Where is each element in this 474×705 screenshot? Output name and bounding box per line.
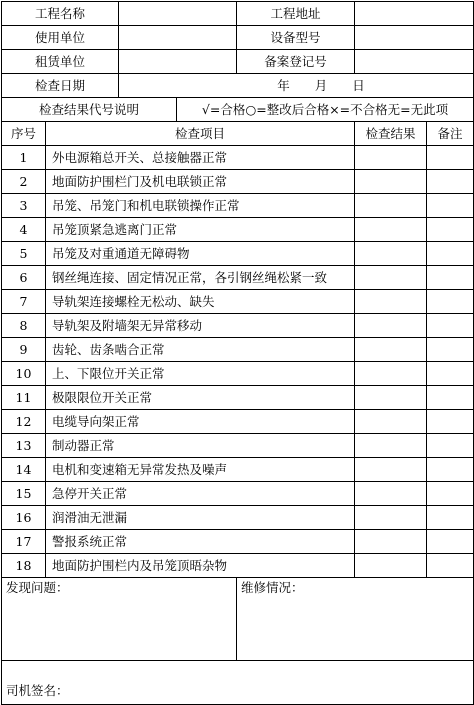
project-address-value[interactable] <box>355 2 474 26</box>
item-result-cell[interactable] <box>355 218 427 242</box>
form-footer-section <box>2 578 474 705</box>
column-header-item: 检查项目 <box>46 122 355 146</box>
item-number: 13 <box>2 434 46 458</box>
item-description: 地面防护围栏内及吊笼顶晤杂物 <box>46 554 355 578</box>
problems-found-box[interactable] <box>2 578 237 661</box>
item-description: 吊笼及对重通道无障碍物 <box>46 242 355 266</box>
inspection-items <box>2 146 474 578</box>
result-code-legend: √=合格○=整改后合格×=不合格无=无此项 <box>177 98 474 122</box>
item-description: 电机和变速箱无异常发热及噪声 <box>46 458 355 482</box>
inspection-item-row <box>2 554 474 578</box>
item-remark-cell[interactable] <box>427 290 474 314</box>
item-result-cell[interactable] <box>355 362 427 386</box>
inspection-item-row <box>2 170 474 194</box>
equipment-model-value[interactable] <box>355 26 474 50</box>
inspection-item-row <box>2 218 474 242</box>
inspection-item-row <box>2 458 474 482</box>
item-description: 急停开关正常 <box>46 482 355 506</box>
item-remark-cell[interactable] <box>427 410 474 434</box>
item-number: 4 <box>2 218 46 242</box>
item-description: 极限限位开关正常 <box>46 386 355 410</box>
item-remark-cell[interactable] <box>427 314 474 338</box>
user-unit-label: 使用单位 <box>2 26 119 50</box>
item-number: 14 <box>2 458 46 482</box>
item-description: 钢丝绳连接、固定情况正常，各引钢丝绳松紧一致 <box>46 266 355 290</box>
item-result-cell[interactable] <box>355 242 427 266</box>
item-remark-cell[interactable] <box>427 530 474 554</box>
item-result-cell[interactable] <box>355 506 427 530</box>
column-header-row <box>2 122 474 146</box>
item-number: 6 <box>2 266 46 290</box>
project-name-value[interactable] <box>119 2 237 26</box>
item-remark-cell[interactable] <box>427 506 474 530</box>
inspection-item-row <box>2 506 474 530</box>
item-result-cell[interactable] <box>355 146 427 170</box>
item-remark-cell[interactable] <box>427 386 474 410</box>
inspection-item-row <box>2 194 474 218</box>
item-result-cell[interactable] <box>355 434 427 458</box>
repair-status-label: 维修情况： <box>241 580 304 595</box>
inspection-item-row <box>2 386 474 410</box>
item-description: 导轨架及附墙架无异常移动 <box>46 314 355 338</box>
item-remark-cell[interactable] <box>427 362 474 386</box>
item-description: 制动器正常 <box>46 434 355 458</box>
item-remark-cell[interactable] <box>427 266 474 290</box>
item-result-cell[interactable] <box>355 314 427 338</box>
item-description: 外电源箱总开关、总接触器正常 <box>46 146 355 170</box>
item-number: 9 <box>2 338 46 362</box>
item-remark-cell[interactable] <box>427 242 474 266</box>
item-remark-cell[interactable] <box>427 458 474 482</box>
item-remark-cell[interactable] <box>427 434 474 458</box>
inspection-item-row <box>2 314 474 338</box>
item-result-cell[interactable] <box>355 554 427 578</box>
item-remark-cell[interactable] <box>427 554 474 578</box>
item-number: 2 <box>2 170 46 194</box>
item-remark-cell[interactable] <box>427 218 474 242</box>
inspection-form-table <box>1 1 474 705</box>
item-number: 7 <box>2 290 46 314</box>
item-remark-cell[interactable] <box>427 194 474 218</box>
column-header-remark: 备注 <box>427 122 474 146</box>
item-description: 地面防护围栏门及机电联锁正常 <box>46 170 355 194</box>
item-description: 导轨架连接螺栓无松动、缺失 <box>46 290 355 314</box>
driver-signature-label: 司机签名： <box>6 683 69 698</box>
record-number-label: 备案登记号 <box>237 50 355 74</box>
inspection-item-row <box>2 362 474 386</box>
item-number: 18 <box>2 554 46 578</box>
project-address-label: 工程地址 <box>237 2 355 26</box>
result-code-label: 检查结果代号说明 <box>2 98 177 122</box>
inspection-date-label: 检查日期 <box>2 74 119 98</box>
equipment-model-label: 设备型号 <box>237 26 355 50</box>
project-name-label: 工程名称 <box>2 2 119 26</box>
item-result-cell[interactable] <box>355 290 427 314</box>
item-number: 8 <box>2 314 46 338</box>
item-remark-cell[interactable] <box>427 146 474 170</box>
item-number: 15 <box>2 482 46 506</box>
item-result-cell[interactable] <box>355 266 427 290</box>
item-description: 吊笼、吊笼门和机电联锁操作正常 <box>46 194 355 218</box>
problems-found-label: 发现问题： <box>6 580 69 595</box>
driver-signature-box[interactable] <box>2 661 474 705</box>
item-result-cell[interactable] <box>355 338 427 362</box>
rental-unit-value[interactable] <box>119 50 237 74</box>
inspection-item-row <box>2 338 474 362</box>
inspection-item-row <box>2 266 474 290</box>
item-result-cell[interactable] <box>355 194 427 218</box>
item-remark-cell[interactable] <box>427 338 474 362</box>
item-number: 11 <box>2 386 46 410</box>
item-result-cell[interactable] <box>355 170 427 194</box>
item-number: 1 <box>2 146 46 170</box>
item-result-cell[interactable] <box>355 386 427 410</box>
item-description: 齿轮、齿条啮合正常 <box>46 338 355 362</box>
item-description: 吊笼顶紧急逃离门正常 <box>46 218 355 242</box>
repair-status-box[interactable] <box>237 578 474 661</box>
item-number: 10 <box>2 362 46 386</box>
column-header-result: 检查结果 <box>355 122 427 146</box>
inspection-item-row <box>2 482 474 506</box>
item-description: 警报系统正常 <box>46 530 355 554</box>
inspection-item-row <box>2 530 474 554</box>
record-number-value[interactable] <box>355 50 474 74</box>
item-remark-cell[interactable] <box>427 170 474 194</box>
inspection-item-row <box>2 434 474 458</box>
inspection-item-row <box>2 146 474 170</box>
item-number: 17 <box>2 530 46 554</box>
item-result-cell[interactable] <box>355 482 427 506</box>
item-number: 16 <box>2 506 46 530</box>
inspection-date-value[interactable]: 年 月 日 <box>119 74 474 98</box>
item-description: 电缆导向架正常 <box>46 410 355 434</box>
item-number: 5 <box>2 242 46 266</box>
form-header-section <box>2 2 474 146</box>
item-remark-cell[interactable] <box>427 482 474 506</box>
item-result-cell[interactable] <box>355 530 427 554</box>
item-number: 3 <box>2 194 46 218</box>
inspection-item-row <box>2 410 474 434</box>
user-unit-value[interactable] <box>119 26 237 50</box>
inspection-item-row <box>2 242 474 266</box>
column-header-number: 序号 <box>2 122 46 146</box>
item-description: 上、下限位开关正常 <box>46 362 355 386</box>
item-description: 润滑油无泄漏 <box>46 506 355 530</box>
item-number: 12 <box>2 410 46 434</box>
item-result-cell[interactable] <box>355 410 427 434</box>
inspection-item-row <box>2 290 474 314</box>
rental-unit-label: 租赁单位 <box>2 50 119 74</box>
item-result-cell[interactable] <box>355 458 427 482</box>
